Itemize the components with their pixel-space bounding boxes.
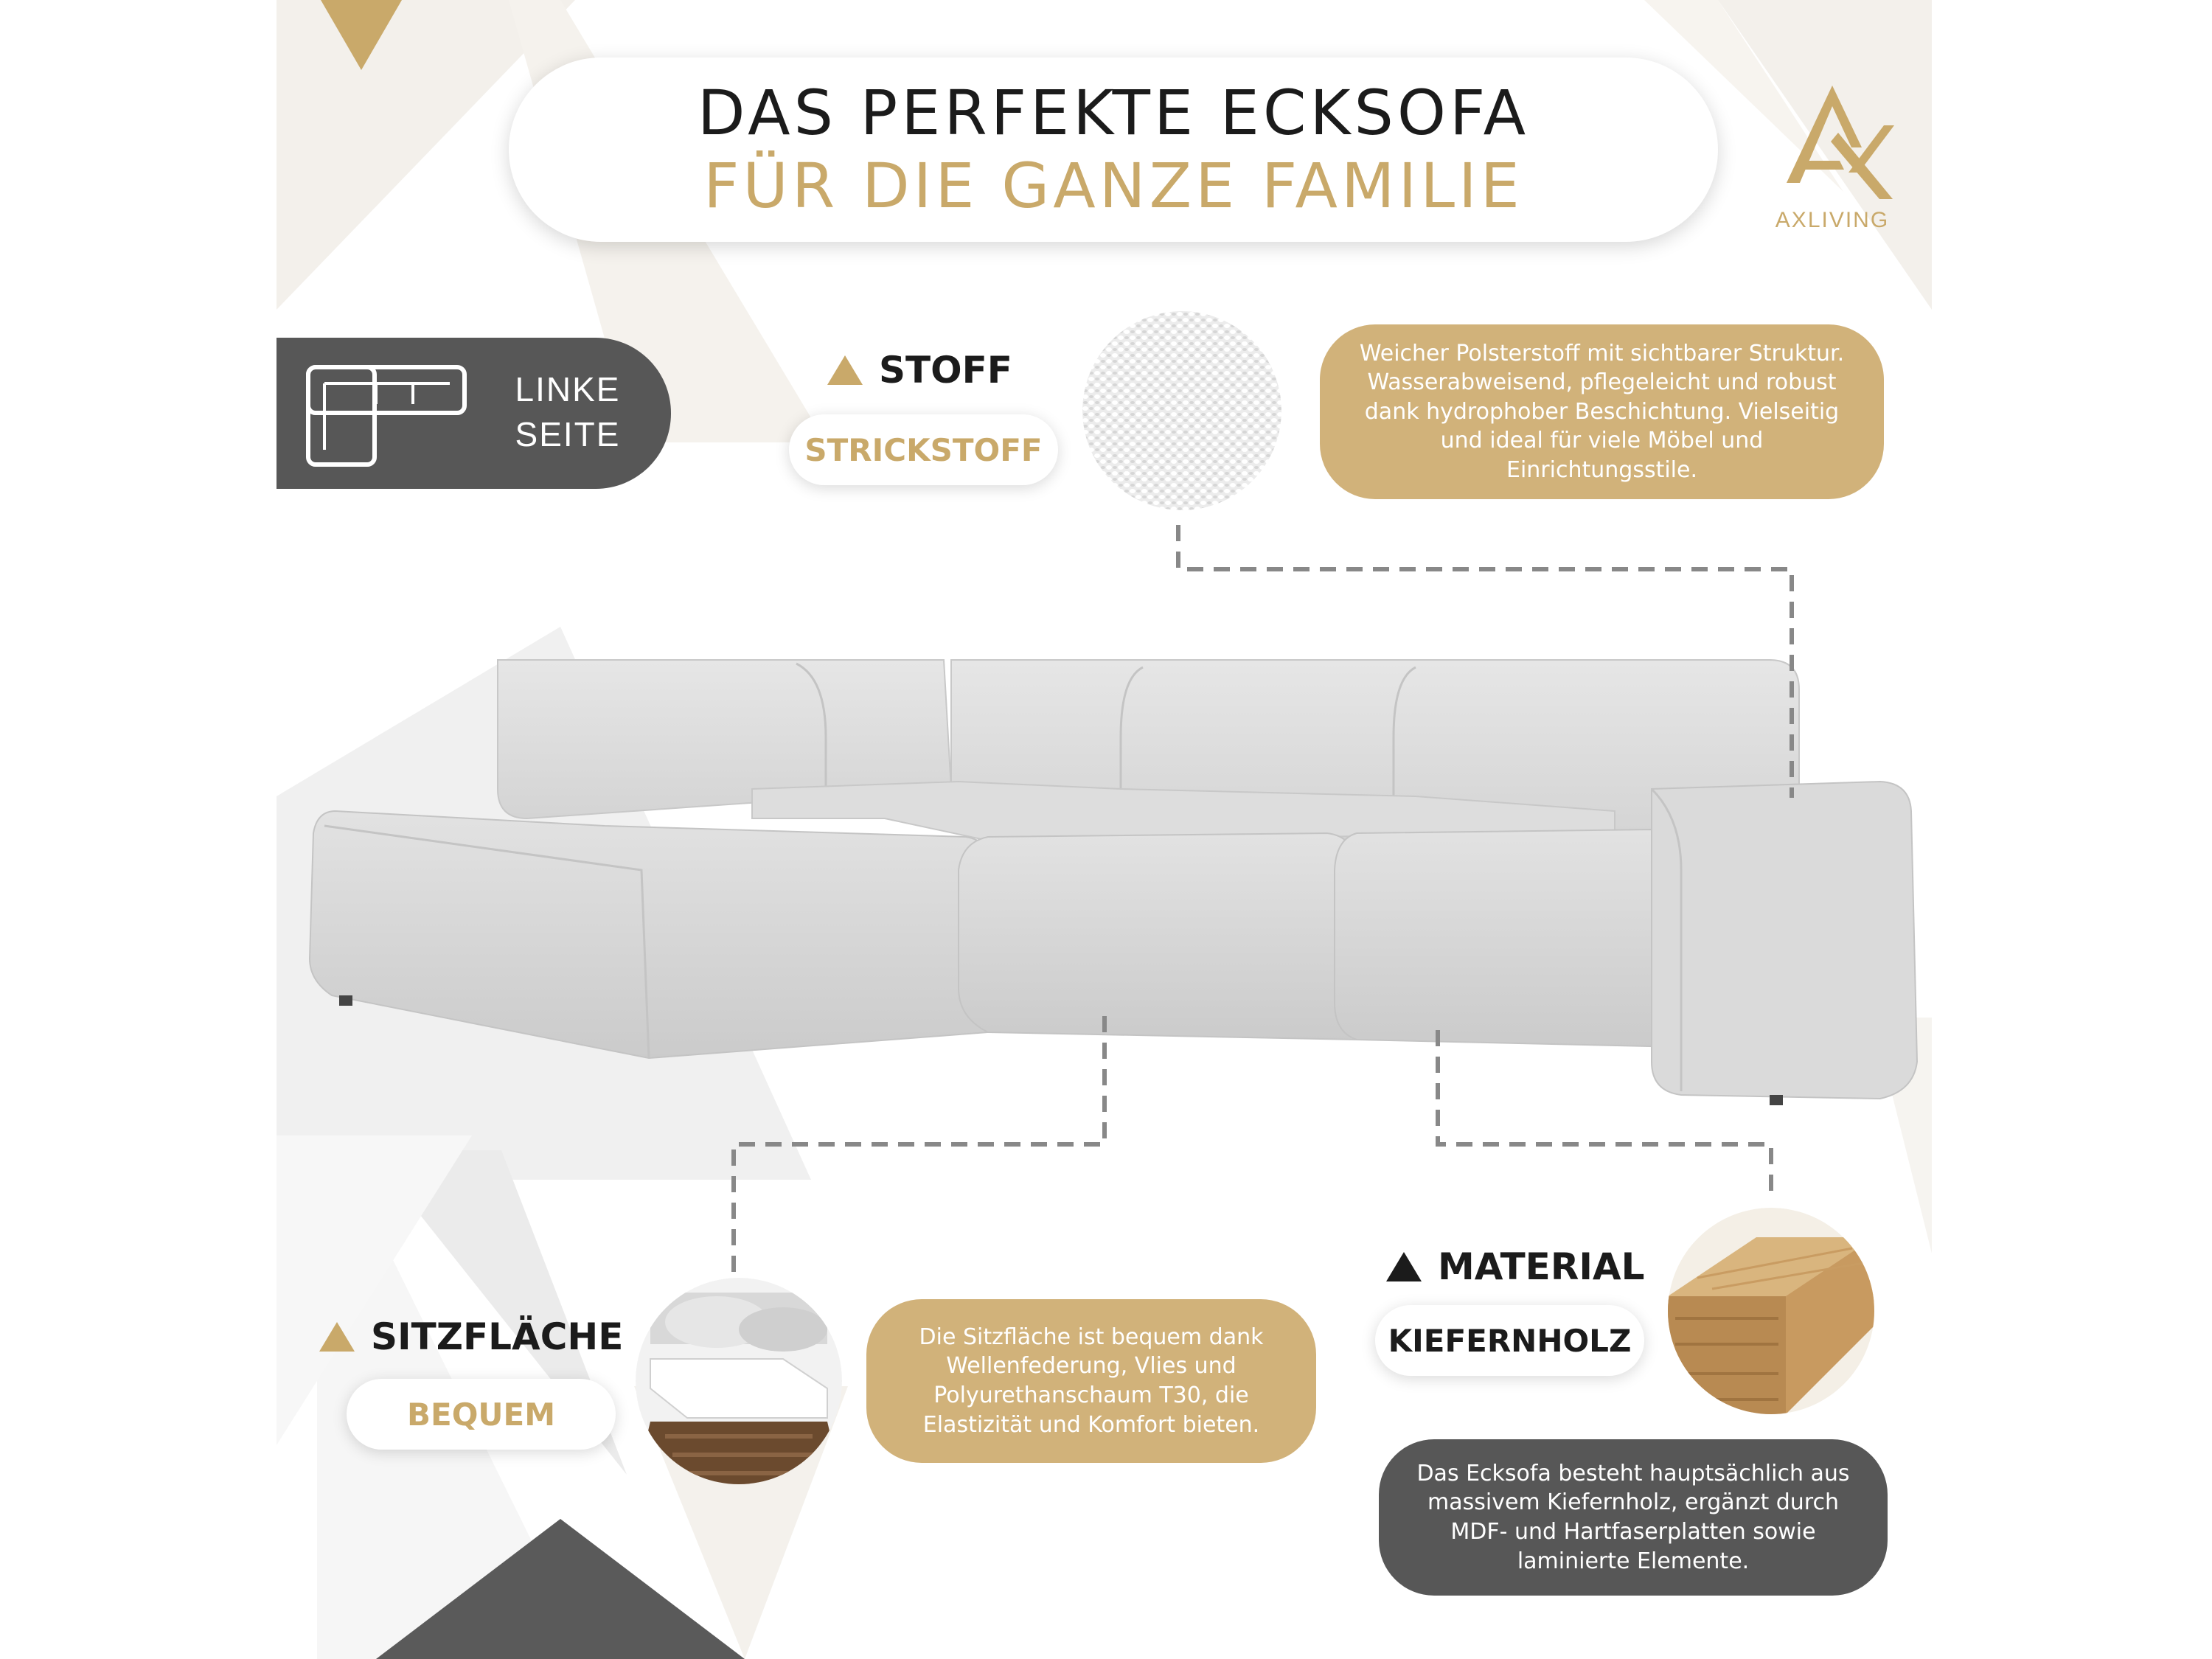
fabric-description: Weicher Polsterstoff mit sichtbarer Struktur. Wasserabweisend, pflegeleicht und robust dank hydrophober Beschichtung. Vielseitig und ideal für viele Möbel und Einrichtungsstile. bbox=[1320, 324, 1884, 499]
orientation-label-line-2: SEITE bbox=[515, 415, 621, 454]
seat-value: BEQUEM bbox=[407, 1396, 555, 1433]
triangle-icon bbox=[1386, 1252, 1422, 1281]
seat-value-pill bbox=[347, 1379, 616, 1450]
material-description: Das Ecksofa besteht hauptsächlich aus massivem Kiefernholz, ergänzt durch MDF- und Hartfaserplatten sowie laminierte Elemente. bbox=[1379, 1439, 1888, 1596]
title-line-1: DAS PERFEKTE ECKSOFA bbox=[697, 76, 1530, 149]
seat-heading bbox=[319, 1315, 623, 1359]
title-line-2: FÜR DIE GANZE FAMILIE bbox=[703, 150, 1523, 222]
material-value-pill bbox=[1375, 1305, 1644, 1376]
seat-layers-cutaway bbox=[636, 1278, 842, 1484]
seat-description: Die Sitzfläche ist bequem dank Wellenfederung, Vlies und Polyurethanschaum T30, die Elastizität und Komfort bieten. bbox=[866, 1299, 1316, 1463]
fabric-value: STRICKSTOFF bbox=[804, 431, 1043, 468]
fabric-heading-text: STOFF bbox=[879, 349, 1012, 392]
seat-heading-text: SITZFLÄCHE bbox=[371, 1315, 624, 1358]
triangle-icon bbox=[319, 1322, 355, 1352]
material-heading-text: MATERIAL bbox=[1438, 1245, 1645, 1288]
material-heading bbox=[1386, 1245, 1645, 1289]
brand-name: AXLIVING bbox=[1775, 208, 1890, 232]
pine-wood-block bbox=[1668, 1208, 1874, 1414]
orientation-label-line-1: LINKE bbox=[515, 370, 621, 408]
material-value: KIEFERNHOLZ bbox=[1388, 1322, 1632, 1359]
